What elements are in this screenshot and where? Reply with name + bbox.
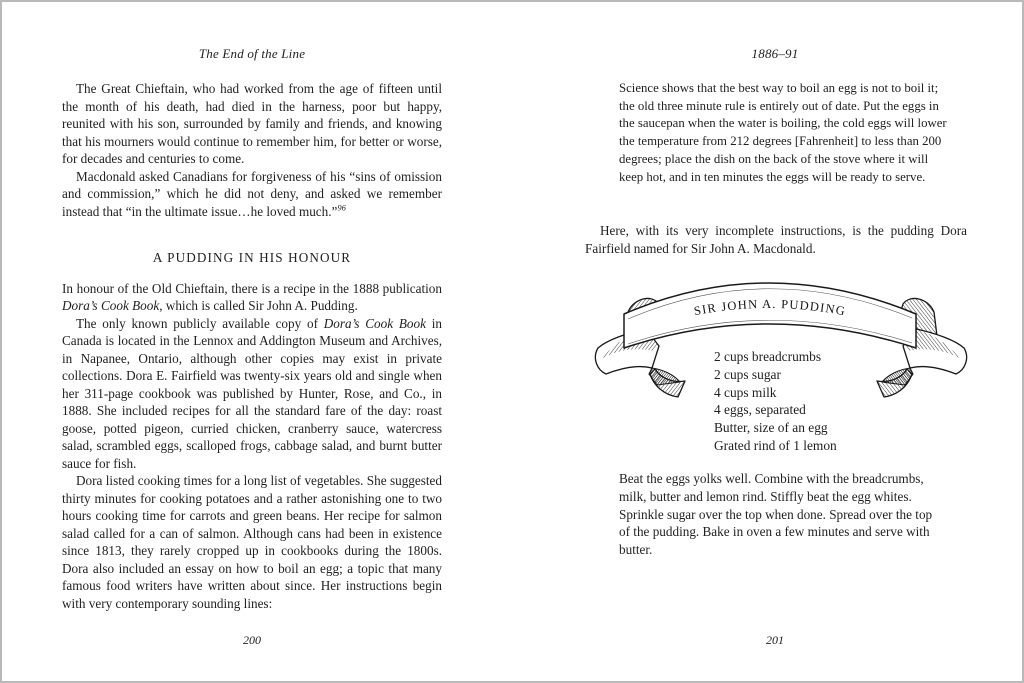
running-head-left: The End of the Line: [198, 46, 306, 61]
ribbon-band: [624, 283, 916, 348]
text-run: In honour of the Old Chieftain, there is a recipe in the 1888 publication: [62, 280, 442, 296]
section-heading: A PUDDING IN HIS HONOUR: [152, 250, 352, 265]
page-number-left: 200: [243, 633, 261, 647]
text-run: The only known publicly available copy of: [76, 315, 324, 331]
text-run: Macdonald asked Canadians for forgiveness of his “sins of omission and commission,” which he did not deny, and asked we remember instead that “in the ultimate issue…he loved much.”: [62, 168, 442, 219]
ingredient-item: 4 eggs, separated: [714, 402, 806, 418]
running-head-right: 1886–91: [751, 46, 799, 61]
ingredient-item: Grated rind of 1 lemon: [714, 437, 837, 453]
page-number-right: 201: [766, 633, 784, 647]
recipe-instructions: Beat the eggs yolks well. Combine with the breadcrumbs, milk, butter and lemon rind. Stiffly beat the egg whites. Sprinkle sugar over the top when done. Spread over the top of the pudding. Bake in oven a few minutes and serve with butter.: [619, 471, 933, 558]
ingredient-item: Butter, size of an egg: [714, 420, 828, 436]
ingredient-item: 2 cups breadcrumbs: [714, 349, 822, 364]
ingredient-list: [714, 348, 837, 455]
text-run: , which is called Sir John A. Pudding.: [159, 298, 358, 313]
left-page-body: [62, 80, 442, 612]
paragraph-only-known-copy: [62, 315, 442, 473]
book-title: Dora’s Cook Book: [62, 298, 160, 313]
footnote-marker: 96: [337, 202, 346, 213]
paragraph-intro-recipe: Here, with its very incomplete instructions, is the pudding Dora Fairfield named for Sir John A. Macdonald.: [585, 223, 967, 256]
paragraph-in-honour: [62, 280, 442, 315]
paragraph-forgiveness: [62, 168, 442, 221]
block-quote-boil-egg: Science shows that the best way to boil an egg is not to boil it; the old three minute rule is entirely out of date. Put the eggs in the saucepan when the water is boiling, the cold eggs will lower the temperature from 212 degrees [Fahrenheit] to less than 200 degrees; place the dish on the back of the stove where it will keep hot, and in ten minutes the eggs will be ready to serve.: [619, 81, 947, 184]
ingredient-item: 4 cups milk: [714, 384, 777, 400]
paragraph-cooking-times: Dora listed cooking times for a long list of vegetables. She suggested thirty minutes for cooking potatoes and a rather astonishing one to two hours cooking time for carrots and green beans. Her recipe for salmon salad called for a can of salmon. Although cans had been in existence since 1813, they rarely cropped up in cookbooks during the 1800s. Dora also included an essay on how to boil an egg; a topic that many famous food writers have written about since. Her instructions begin with very contemporary sounding lines:: [62, 473, 442, 611]
ingredient-item: 2 cups sugar: [714, 366, 781, 382]
paragraph-great-chieftain: The Great Chieftain, who had worked from the age of fifteen until the month of his death, had died in the harness, poor but happy, reunited with his son, surrounded by family and friends, and knowing that his mourners would continue to remember him, for better or worse, for decades and centuries to come.: [62, 81, 442, 166]
banner-title: SIR JOHN A. PUDDING: [692, 296, 848, 319]
text-run: in Canada is located in the Lennox and Addington Museum and Archives, in Napanee, Ontario, although other copies may exist in private collections. Dora E. Fairfield was twenty-six years old and single when her 311-page cookbook was published by Hunter, Rose, and Co., in 1888. She included recipes for all the standard fare of the day: roast goose, potted pigeon, curried chicken, cranberry sauce, watercress salad, scrambled eggs, scalloped frogs, cabbage salad, and burnt butter sauce for fish.: [62, 315, 442, 471]
book-title: Dora’s Cook Book: [323, 315, 426, 331]
